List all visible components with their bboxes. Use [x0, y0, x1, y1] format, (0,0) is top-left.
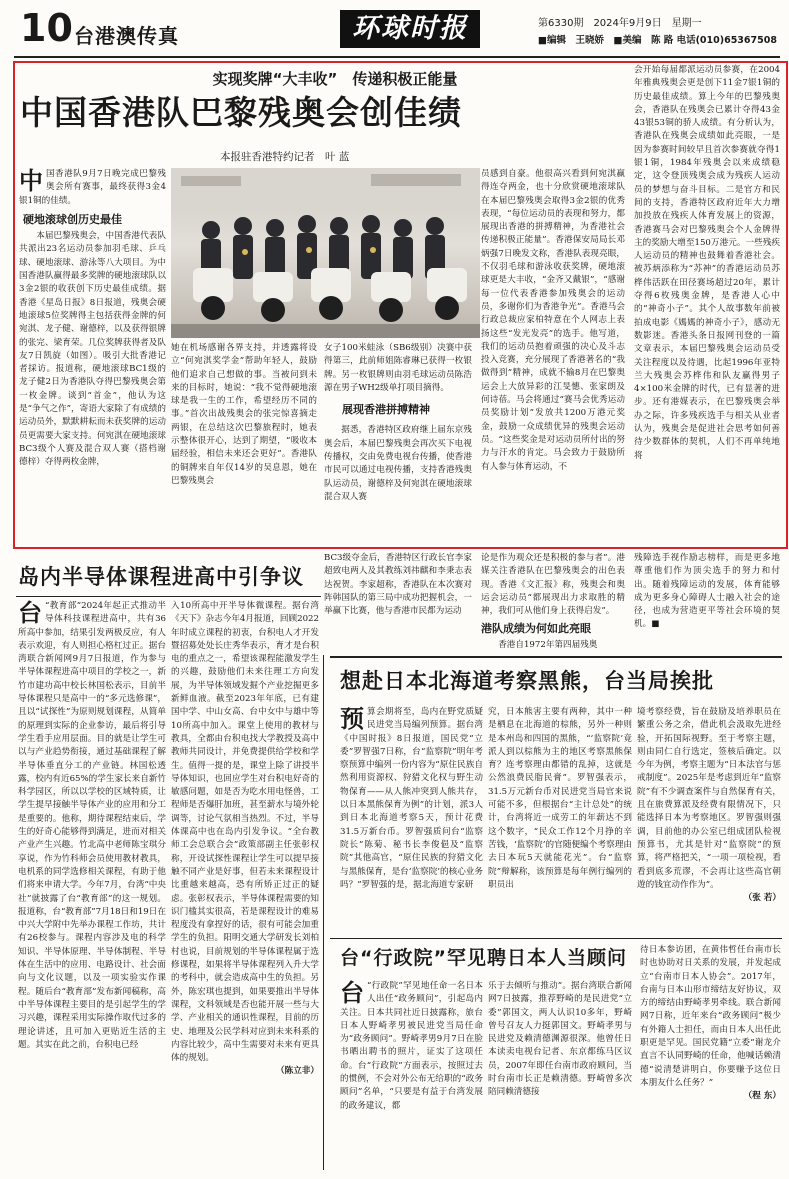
story5-col3-text: 待日本参访团，在黄伟哲任台南市长时也协助对日关系的发展，并发起成立“台南市日本人协会”。2017年，台南与日本山形市缔结友好协议，双方的缔结由野崎孝男牵线。联合新闻网7日称，近年来台“政务顾问”极少有外籍人士担任，而由日本人出任此职更是罕见。国民党籍“立委”谢龙介直言不认同野崎的任命，他喊话赖清德“说清楚讲明白，你要赚予这位日本朋友什么任务？”: [640, 945, 781, 1088]
story5-signature: （程 东）: [743, 1091, 781, 1102]
lead-col1-text: 国香港队9月7日晚完成巴黎残奥会所有赛事，最终获得3金4银1铜的佳绩。: [19, 169, 166, 206]
section-title: 台港澳传真: [74, 24, 179, 48]
lead-col1: [19, 168, 166, 544]
lead-cont-col2-body: 香港自1972年第四届残奥: [498, 639, 598, 650]
story2-signature: （陈立非）: [276, 1066, 319, 1077]
lead-subhead-2: 展现香港拼搏精神: [342, 403, 430, 417]
lead-cont-subhead: 港队成绩为何如此亮眼: [481, 622, 591, 636]
lead-cont-col1: [324, 552, 472, 652]
story4-top-rule: [330, 656, 782, 658]
page-number: 10: [20, 6, 73, 50]
issue-info: 第6330期 2024年9月9日 星期一: [538, 18, 702, 29]
story-divider-vertical: [323, 655, 324, 1170]
masthead-logo: [340, 10, 480, 48]
story5-headline: 台“行政院”罕见聘日本人当顾问: [340, 947, 627, 969]
lead-subhead-1: 硬地滚球创历史最佳: [23, 212, 122, 226]
story2-dropcap: 台: [18, 600, 42, 627]
story2-col1-text: “教育部”2024年起正式推动半导体科技课程进高中，共有36所高中参加，结果引发两极反应，有人表示欢迎，有人则担心格杠过正。据台湾联合新闻网9月7日报道，作为参与半导体课程进高中项目的学校之一，新竹市建功高中校长林国松表示，目前半导体课程只是高中一的“多元选修课”，且以“试探性”为原则规划课程，从简单的原理到实际的企业参访，最后将引导学生看手应用层面。目的就是让学生可以与产业趋势衔接，通过基础课程了解半导体垂直分工的产业链。林国松透露，校内有近65%的学生家长来自新竹科学园区，所以以学校的区域特质，让学生提早接触半导体产业的应用和分工是重要的。他称，期待课程结束后，学生的好奇心能够得到满足，进而对相关产业产生兴趣。竹北高中老师陈宝琪分享说，作为竹科师会员使用教材教具，电机系的同学选修相关课程，有助于他们将来申请大学。今年7月，台湾“中央社”就披露了台“教育部”的这一规划。报道称，台“教育部”7月18日和19日在中兴大学附中先举办课程工作坊，共计有26校参与。课程内容涉及电的科学知识、半导体原理、半导体制程、半导体在生活中的应用、电路设计、社会面向与文化议题，以及一项实验实作课程。随后台“教育部”发布新闻稿称，高中半导体课程主要目的是引起学生的学习兴趣，课程采用实际操作取代过多的理论讲述，且可加入更贴近生活的主题。其实在此之前，台积电已经: [18, 601, 166, 1050]
lead-col3: [324, 342, 472, 544]
lead-cont-col3: [634, 552, 780, 652]
lead-cont-col2-text: 论是作为观众还是积极的参与者”。港媒关注香港队在巴黎残奥会的出色表现。香港《文汇报》称，残奥会和奥运会运动员“都展现出力求取胜的精神，我们可从他们身上获得启发”。: [481, 553, 625, 617]
story4-headline: 想赴日本北海道考察黑熊，台当局挨批: [340, 669, 714, 693]
lead-col4: [481, 168, 625, 544]
story2-col2-text: 入10所高中开半导体微课程。据台湾《天下》杂志今年4月报道，回顾2022年时成立课程的初衷，台积电人才开发暨招募处处长庄秀华表示，育才是台积电的重点之一，希望该课程能激发学生的兴趣，鼓励他们未来往理工方向发展，为半导体领域发掘个产业挖掘更多新鲜血液。截至2023年年底，已有建国中学、中山女高、台中女中与雄中等10所高中加入。课堂上使用的教材与教具，全都由台积电找大学教授及高中教师共同设计，并免费提供给学校和学生。值得一提的是，课堂上除了讲授半导体知识，也回应学生对台积电好奇的敏感问题，如是否为吃水用电怪兽，工程师是否爆肝加班，甚至薪水与境外轮调等，讨论气氛相当热烈。不过，半导体课高中也在岛内引发争议。“全台教师工会总联合会”政策部副主任张彰权称，开设试探性课程让学生可以提早接触不同产业是好事，但若未来课程设计比重越来越高，恐有所矫正过正的疑虑。张彰权表示，半导体课程需要的知识门槛其实很高，若是课程设计的难易程度没有拿捏好的话，很有可能会加重学生的负担。阳明交通大学研发长刘柏村也说，目前规划的半导体课程属于选修课程，如果将半导体课程列入升大学的考科中，就会造成高中生的负担。另外，陈宏琪也提到，如果要推出半导体课程，文科领域是否也能开展一些与大学、产业相关的通识性课程，目前的历史、地理及公民学科对应到未来科系的内容比较少，高中生需要对未来有更具体的规划。: [171, 601, 319, 1064]
masthead-text: 环球时报: [352, 13, 468, 44]
story4-col1: [340, 706, 483, 934]
story5-col1: [340, 980, 483, 1170]
story5-col3: [640, 944, 781, 1170]
story2-col1: [18, 600, 166, 1170]
lead-col2-text: 她在机场感谢各界支持，并透露将设立“何宛淇奖学金”帮助年轻人，鼓励他们追求自己想做的事。当被问到未来的目标时，她说：“我不觉得硬地滚球是我一生的工作，希望经历不同的事。”首次出战残奥会的张完惊喜摘走两银，在总结这次巴黎旅程时，她表示整体很开心，达到了期望，“吸收本届经验，相信未来还会更好”。香港队的铜牌来自年仅14岁的吴息恩，她在巴黎残奥会: [171, 343, 317, 486]
story4-col1-text: 算会期将至，岛内在野党质疑民进党当局编列预算。据台湾《中国时报》8日报道，国民党“立委”罗智强7日称，台“监察院”明年考察预算中编列一份内容为“原住民族自然利用资源权、狩猎文化权与野生动物保育——从人熊冲突到人熊共存，以日本黑熊保育为例”的计划，派3人到日本北海道考察5天，预计花费31.5万新台币。罗智强质问台“监察院长”陈菊、秘书长李俊俋及“监察院”其他高官，“原住民族的狩猎文化与黑熊保育，是台‘监察院’的核心业务吗？”罗智强的是，据北海道专家研: [340, 707, 483, 890]
header-rule: [14, 56, 780, 58]
story4-col3: [637, 706, 781, 934]
lead-dropcap: 中: [19, 168, 43, 195]
lead-col5: [634, 64, 780, 544]
story5-col2-text: 乐于去倾听与推动”。据台湾联合新闻网7日披露，推荐野崎的是民进党“立委”郭国文，两人认识10多年，野崎曾号召友人力挺郭国文。野崎孝男与民进党及赖清德渊源很深。他曾任日本读卖电视台记者、东京都练马区议员，2007年即任台南市政府顾问，当时台南市长正是赖清德。野崎曾多次陪同赖清德接: [488, 981, 632, 1098]
story4-col2: [488, 706, 632, 934]
lead-col3-text: 女子100米蛙泳（SB6级别）决赛中获得第三，此前师姐陈睿琳已获得一枚银牌。另一枚银牌则由羽毛球运动员陈浩源在男子WH2级单打项目摘得。: [324, 343, 472, 393]
team-photo: [171, 168, 480, 338]
editor-info: ■编辑 王晓娇 ■美编 陈 路 电话(010)65367508: [538, 35, 777, 46]
lead-col2: [171, 342, 317, 544]
lead-cont-col2: [481, 552, 625, 652]
story2-rule: [16, 596, 321, 597]
lead-col3-body: 据悉，香港特区政府继上届东京残奥会后，本届巴黎残奥会再次买下电视传播权，交由免费电视台传播，使香港市民可以通过电视传播，支持香港残奥队运动员，谢德梓及何宛淇在硬地滚球混合双人赛: [324, 425, 472, 502]
lead-kicker: 实现奖牌“大丰收” 传递积极正能量: [212, 70, 458, 88]
lead-col5-text: 会开始每届都派运动员参赛，在2004年雅典残奥会更是创下11金7银1铜的历史最佳成绩。算上今年的巴黎残奥会，香港队在残奥会已累计夺得43金43银53铜的骄人成绩。有分析认为，香港队在残奥会成绩如此亮眼，一是因为参赛时间较早且首次参赛就夺得1银1铜，1984年残奥会以来成绩稳定，这令登顶残奥会成为残疾人运动员的梦想与奋斗目标。二是官方和民间的支持，香港特区政府近年大力增加投放在残疾人体育发展上的资源，香港赛马会对巴黎残奥会个人金牌得主的奖励大增至150万港元。一些残疾人运动员的精神也鼓舞着香港社会。被苏炳添称为“苏神”的香港运动员苏桦伟活跃在田径赛场超过20年，累计夺得6枚残奥金牌，是香港人心中的“神奇小子”。其个人故事数年前被拍成电影《媽媽的神奇小子》，感动无数影迷。香港头条日报网刊登的一篇文章表示，本届巴黎残奥会运动员受关注程度以及待遇，比起1996年亚特兰大残奥会苏桦伟和队友赢得男子4×100米金牌的时代，已有显著的进步。还有港媒表示，在巴黎残奥会举办之际，许多残疾选手与相关从业者认为，残奥会是促进社会思考如何善待少数群体的契机，人们不再单纯地将: [634, 65, 780, 461]
lead-headline: 中国香港队巴黎残奥会创佳绩: [20, 93, 462, 132]
story5-top-rule: [330, 938, 782, 939]
lead-cont-col1-text: BC3级夺金后，香港特区行政长官李家超致电两人及其教练刘祎麒和李秉志表达祝贺。李家超称，香港队在本次赛对阵韩国队的第三局中成功把握机会，一举赢下比赛，他与香港市民都为运动: [324, 553, 472, 617]
story4-col2-text: 究，日本熊害主要有两种，其中一种是栖息在北海道的棕熊，另外一种则是本州岛和四国的黑熊，“‘监察院’竟派人到以棕熊为主的地区考察黑熊保育？连考察理由都错的乱掉，这就是公然浪费民脂民膏”。罗智强表示，31.5万元新台币对民进党当局官来说可能不多，但根据台“主计总处”的统计，台湾将近一成劳工的年薪达不到这个数字，“民众工作12个月挣的辛苦钱，‘监察院’的官随便编个考察理由去日本玩5天就能花光”。台“监察院”辩解称，该预算是每年例行编列的职员出: [488, 707, 632, 890]
story5-dropcap: 台: [340, 980, 364, 1007]
lead-byline: 本报驻香港特约记者 叶 蓝: [220, 151, 350, 163]
team-photo-illustration: [171, 168, 480, 338]
story5-col1-text: “行政院”罕见地任命一名日本人出任“政务顾问”，引起岛内关注。日本共同社近日披露称，旅台日本人野崎孝男被民进党当局任命为“政务顾问”。野崎孝男9月7日在脸书晒出聘书的照片，证实了这项任命。台“行政院”方面表示，按照过去的惯例，不会对外公布无给职的“政务顾问”名单，“只要是有益于台湾发展的政务建议，都: [340, 981, 483, 1111]
story2-col2: [171, 600, 319, 1170]
story4-signature: （张 若）: [743, 893, 781, 904]
lead-col4-text: 员感到自豪。他很高兴看到何宛淇赢得连夺两金，也十分欣赏硬地滚球队在本届巴黎残奥会取得3金2银的优秀表现，“每位运动员的表现和努力，都展现出香港的拼搏精神，为香港社会传递积极正能量”。香港保安局局长邓炳强7日晚发文称，香港队表现亮眼，不仅羽毛球和游泳收获奖牌，硬地滚球更是大丰收，“金齐又戴银”，“感谢每一位代表香港参加残奥会的运动员，多谢你们为香港争光”。香港马会行政总裁应家柏特意在个人网志上表扬这些“发光发亮”的选手。他写道，我们的运动员抱着顽强的决心及斗志投入竞赛，充分展现了香港著名的“我做得到”精神，成就不输8月在巴黎奥运会上大放异彩的江旻憓、张家朗及何诗蓓。马会将通过“赛马会优秀运动员奖励计划”发放共1200万港元奖金，鼓励一众成绩优异的残奥会运动员。“这些奖金是对运动员所付出的努力与汗水的肯定。马会致力于鼓励所有人参与体育运动，不: [481, 169, 625, 472]
page-header: [10, 6, 784, 58]
story5-col2: [488, 980, 632, 1170]
lead-cont-col3-text: 残障选手视作励志榜样，而是更多地尊重他们作为顶尖选手的努力和付出。随着残障运动的发展，体育能够成为更多身心障碍人士融入社会的途径，也成为营造更平等社会环境的契机。■: [634, 553, 780, 630]
story4-dropcap: 预: [340, 706, 364, 733]
lead-col1-body: 本届巴黎残奥会，中国香港代表队共派出23名运动员参加羽毛球、乒乓球、硬地滚球、游泳等八大项目。为中国香港队赢得最多奖牌的硬地滚球队以3金2银的收获创下历史最佳成绩。据香港《星岛日报》8日报道，残奥会硬地滚球5位奖牌得主包括获得金牌的何宛淇、龙子健、谢德梓，以及获得银牌的张完、梁育荣。几位奖牌获得者及队友7日凯旋（如图）。吸引大批香港记者採访。报道称，硬地滚球BC1级的龙子健2日为香港队夺得巴黎残奥会第一枚金牌。谈到“首金”，他认为这是“争气之作”，寄语大家除了有成绩的运动员外，默默耕耘而未获奖牌的运动员更需要大家支持。何宛淇在硬地滚球BC3级个人赛及混合双人赛（搭档谢德梓）夺得两枚金牌，: [19, 231, 166, 468]
story4-col3-text: 境考察经费，旨在鼓励及培养职员在繁重公务之余，借此机会汲取先进经验，开拓国际视野。至于考察主题，则由同仁自行选定，签核后确定。以今年为例，考察主题为“日本法官与惩戒制度”。2025年是考虑到近年“监察院”有不少调查案件与自然保育有关，且在旅费算派及经费有限情况下，只能选择日本为考察地区。罗智强则强调，目前他的办公室已组成团队检视预算书，尤其是针对“监察院”的预算，将严格把关，“一项一项检视，看看到底多荒谬，不会再让这些高官朝遊的钱宜动作作为”。: [637, 707, 781, 890]
story2-headline: 岛内半导体课程进高中引争议: [18, 565, 304, 589]
